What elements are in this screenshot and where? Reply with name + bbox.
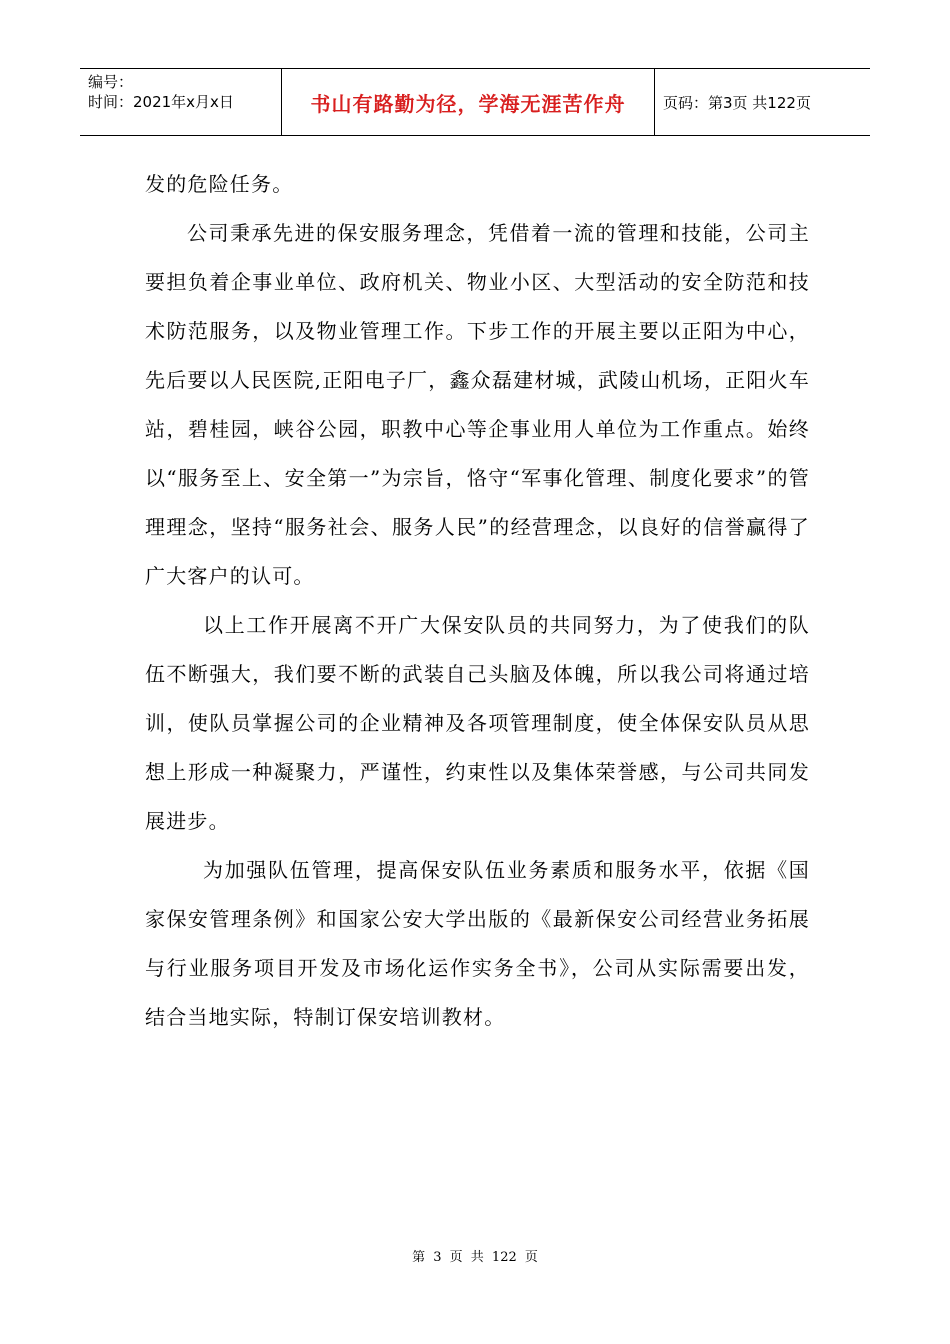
document-body xyxy=(145,160,810,1042)
header-motto-cell xyxy=(282,69,655,135)
paragraph-continued: 发的危险任务。 xyxy=(145,172,294,196)
number-label: 编号： xyxy=(88,73,134,91)
header-page-info: 页码：第3页 共122页 xyxy=(663,93,811,112)
page-footer: 第 3 页 共 122 页 xyxy=(412,1250,538,1265)
header-motto: 书山有路勤为径，学海无涯苦作舟 xyxy=(310,91,626,116)
paragraph-training-basis: 为加强队伍管理，提高保安队伍业务素质和服务水平，依据《国家保安管理条例》和国家公安大学出版的《最新保安公司经营业务拓展与行业服务项目开发及市场化运作实务全书》，公司从实际需要出发，结合当地实际，特制订保安培训教材。 xyxy=(145,858,810,1029)
paragraph-company-intro: 公司秉承先进的保安服务理念，凭借着一流的管理和技能，公司主要担负着企事业单位、政府机关、物业小区、大型活动的安全防范和技术防范服务，以及物业管理工作。下步工作的开展主要以正阳为中心，先后要以人民医院,正阳电子厂，鑫众磊建材城，武陵山机场，正阳火车站，碧桂园，峡谷公园，职教中心等企事业用人单位为工作重点。始终以“服务至上、安全第一”为宗旨，恪守“军事化管理、制度化要求”的管理理念，坚持“服务社会、服务人民”的经营理念，以良好的信誉赢得了广大客户的认可。 xyxy=(145,221,810,588)
header-meta xyxy=(80,69,282,135)
time-label: 时间：2021年x月x日 xyxy=(88,93,234,111)
document-header xyxy=(80,68,870,136)
paragraph-team-effort: 以上工作开展离不开广大保安队员的共同努力，为了使我们的队伍不断强大，我们要不断的武装自己头脑及体魄，所以我公司将通过培训，使队员掌握公司的企业精神及各项管理制度，使全体保安队员从思想上形成一种凝聚力，严谨性，约束性以及集体荣誉感，与公司共同发展进步。 xyxy=(145,613,810,833)
